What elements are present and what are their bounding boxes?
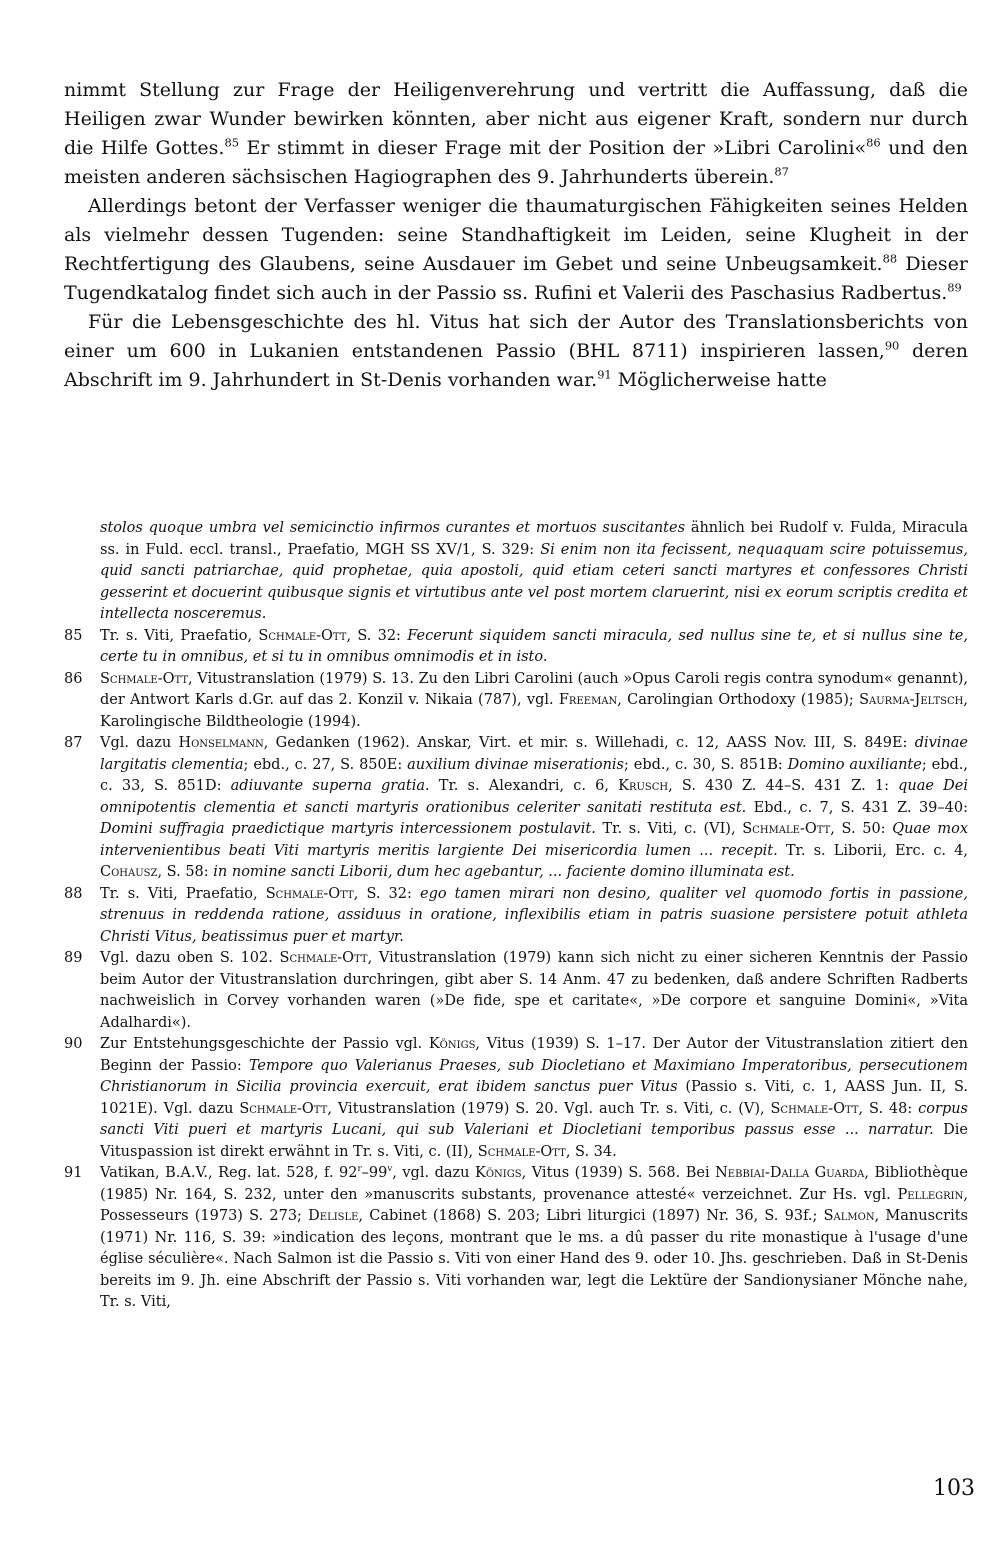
- main-text: [64, 76, 968, 395]
- footnote-88: [64, 884, 968, 949]
- footnote-number: 88: [64, 885, 83, 902]
- page-number: 103: [933, 1476, 975, 1501]
- footnote-ref-85[interactable]: 85: [224, 135, 239, 150]
- footnote-ref-90[interactable]: 90: [884, 338, 900, 353]
- paragraph-1: nimmt Stellung zur Frage der Heiligenverehrung und vertritt die Auffassung, daß die Heiligen zwar Wunder bewirken könnten, aber nicht aus eigener Kraft, sondern nur durch die Hilfe Gottes.$^{85}$ Er stimmt in dieser Frage mit der Position der »Libri Carolini«$^{86}$ und den meisten anderen sächsischen Hagiographen des 9. Jahrhunderts überein.$^{87}$: [64, 79, 968, 188]
- footnote-90: [64, 1034, 968, 1163]
- footnote-91: [64, 1163, 968, 1314]
- footnotes: [64, 518, 968, 1314]
- footnote-text: Zur Entstehungsgeschichte der Passio vgl. Königs, Vitus (1939) S. 1–17. Der Autor der Vitustranslation zitiert den Beginn der Passio: Tempore quo Valerianus Praeses, sub Diocletiano et Maximiano Imperatoribus, persecutionem Christianorum in Sicilia provincia exercuit, erat ibidem sanctus puer Vitus (Passio s. Viti, c. 1, AASS Jun. II, S. 1021E). Vgl. dazu Schmale-Ott, Vitustranslation (1979) S. 20. Vgl. auch Tr. s. Viti, c. (V), Schmale-Ott, S. 48: corpus sancti Viti pueri et martyris Lucani, qui sub Valeriani et Diocletiani temporibus passus esse ... narratur. Die Vituspassion ist direkt erwähnt in Tr. s. Viti, c. (II), Schmale-Ott, S. 34.: [100, 1036, 969, 1160]
- footnote-86: [64, 669, 968, 734]
- footnote-ref-89[interactable]: 89: [947, 280, 962, 295]
- footnote-ref-91[interactable]: 91: [597, 367, 612, 382]
- footnote-text: Tr. s. Viti, Praefatio, Schmale-Ott, S. 32: ego tamen mirari non desino, qualiter vel quomodo fortis in passione, strenuus in reddenda ratione, assiduus in oratione, inflexibilis etiam in patris suasione persistere potuit athleta Christi Vitus, beatissimus puer et martyr.: [100, 885, 968, 945]
- footnote-text: Vgl. dazu Honselmann, Gedanken (1962). Anskar, Virt. et mir. s. Willehadi, c. 12, AASS Nov. III, S. 849E: divinae largitatis clementia; ebd., c. 27, S. 850E: auxilium divinae miserationis; ebd., c. 30, S. 851B: Domino auxiliante; ebd., c. 33, S. 851D: adiuvante superna gratia. Tr. s. Alexandri, c. 6, Krusch, S. 430 Z. 44–S. 431 Z. 1: quae Dei omnipotentis clementia et sancti martyris orationibus celeriter sanitati restituta est. Ebd., c. 7, S. 431 Z. 39–40: Domini suffragia praedictique martyris intercessionem postulavit. Tr. s. Viti, c. (VI), Schmale-Ott, S. 50: Quae mox intervenientibus beati Viti martyris meritis largiente Dei misericordia lumen ... recepit. Tr. s. Liborii, Erc. c. 4, Cohausz, S. 58: in nomine sancti Liborii, dum hec agebantur, ... faciente domino illuminata est.: [100, 735, 969, 880]
- footnote-text: Vgl. dazu oben S. 102. Schmale-Ott, Vitustranslation (1979) kann sich nicht zu einer sicheren Kenntnis der Passio beim Autor der Vitustranslation durchringen, gibt aber S. 14 Anm. 47 zu bedenken, daß andere Schriften Radberts nachweislich in Corvey vorhanden waren (»De fide, spe et caritate«, »De corpore et sanguine Domini«, »Vita Adalhardi«).: [100, 950, 968, 1031]
- footnote-text: Schmale-Ott, Vitustranslation (1979) S. 13. Zu den Libri Carolini (auch »Opus Caroli regis contra synodum« genannt), der Antwort Karls d.Gr. auf das 2. Konzil v. Nikaia (787), vgl. Freeman, Carolingian Orthodoxy (1985); Saurma-Jeltsch, Karolingische Bildtheologie (1994).: [100, 670, 968, 730]
- paragraph-2: Allerdings betont der Verfasser weniger die thaumaturgischen Fähigkeiten seines Helden als vielmehr dessen Tugenden: seine Standhaftigkeit im Leiden, seine Klugheit in der Rechtfertigung des Glaubens, seine Ausdauer im Gebet und seine Unbeugsamkeit.$^{88}$ Dieser Tugendkatalog findet sich auch in der Passio ss. Rufini et Valerii des Paschasius Radbertus.$^{89}$: [64, 195, 969, 304]
- footnote-continuation: stolos quoque umbra vel semicinctio infirmos curantes et mortuos suscitantes ähnlich bei Rudolf v. Fulda, Miracula ss. in Fuld. eccl. transl., Praefatio, MGH SS XV/1, S. 329: Si enim non ita fecissent, nequaquam scire potuissemus, quid sancti patriarchae, quid prophetae, quia apostoli, quid etiam ceteri sancti martyres et confessores Christi gesserint et docuerint quibusque signis et virtutibus ante vel post mortem claruerint, nisi ex eorum scriptis credita et intellecta nosceremus.: [100, 520, 968, 622]
- footnote-number: 90: [64, 1036, 83, 1052]
- paragraph-3: Für die Lebensgeschichte des hl. Vitus hat sich der Autor des Translationsberichts von einer um 600 in Lukanien entstandenen Passio (BHL 8711) inspirieren lassen,$^{90}$ deren Abschrift im 9. Jahrhundert in St-Denis vorhanden war.$^{91}$ Möglicherweise hatte: [64, 311, 968, 391]
- footnote-ref-88[interactable]: 88: [882, 251, 898, 266]
- footnote-number: 85: [64, 627, 83, 644]
- footnote-85: [64, 626, 968, 669]
- footnote-89: [64, 948, 968, 1034]
- footnote-number: 87: [64, 735, 83, 751]
- footnote-number: 86: [64, 670, 83, 687]
- footnote-text: Tr. s. Viti, Praefatio, Schmale-Ott, S. 32: Fecerunt siquidem sancti miracula, sed nullus sine te, et si nullus sine te, certe tu in omnibus, et si tu in omnibus omnimodis et in isto.: [100, 627, 968, 665]
- footnote-ref-86[interactable]: 86: [866, 135, 881, 150]
- footnote-number: 91: [64, 1165, 83, 1181]
- footnote-ref-87[interactable]: 87: [774, 164, 789, 179]
- footnote-number: 89: [64, 950, 83, 966]
- footnote-text: Vatikan, B.A.V., Reg. lat. 528, f. 92$^r$–99$^v$, vgl. dazu Königs, Vitus (1939) S. 568. Bei Nebbiai-Dalla Guarda, Bibliothèque (1985) Nr. 164, S. 232, unter den »manuscrits substants, provenance attesté« verzeichnet. Zur Hs. vgl. Pellegrin, Possesseurs (1973) S. 273; Delisle, Cabinet (1868) S. 203; Libri liturgici (1897) Nr. 36, S. 93f.; Salmon, Manuscrits (1971) Nr. 116, S. 39: »indication des leçons, montrant que le ms. a dû passer du rite monastique à l'usage d'une église séculière«. Nach Salmon ist die Passio s. Viti von einer Hand des 9. oder 10. Jhs. geschrieben. Daß in St-Denis bereits im 9. Jh. eine Abschrift der Passio s. Viti vorhanden war, legt die Lektüre der Sandionysianer Mönche nahe, Tr. s. Viti,: [100, 1164, 969, 1310]
- footnote-87: [64, 733, 968, 884]
